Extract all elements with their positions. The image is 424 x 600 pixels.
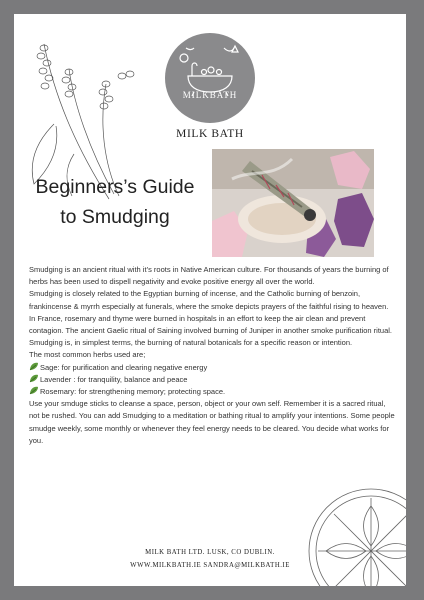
herb-item-lavender (29, 374, 395, 386)
citrus-slice-illustration (306, 486, 406, 586)
brand-name: MILK BATH (176, 128, 244, 140)
footer-address: MILK BATH LTD. LUSK, CO DUBLIN. (145, 549, 275, 556)
title-line-2: to Smudging (60, 206, 170, 228)
smudge-stick-crystals-photo (212, 149, 374, 257)
body-text (29, 264, 395, 447)
title-line-1: Beginners’s Guide (35, 176, 195, 198)
herb-text-rosemary: Rosemary: for strengthening memory; protecting space. (40, 387, 226, 397)
herb-leaf-icon (29, 374, 39, 383)
paragraph-1: Smudging is an ancient ritual with it’s roots in Native American culture. For thousands of years the burning of herbs has been used to dispell negativity and evoke positive energy all over the world. (29, 265, 389, 287)
herb-text-lavender: Lavender : for tranquility, balance and peace (40, 374, 188, 384)
herb-item-rosemary (29, 386, 395, 398)
herb-text-sage: Sage: for purification and clearing negative energy (40, 362, 208, 372)
milk-bath-logo (164, 32, 256, 124)
paragraph-3: In France, rosemary and thyme were burned in hospitals in an effort to keep the air clean and prevent contagion. The ancient Gaelic ritual of Saining involved burning of Juniper in another smoke purification ritual. (29, 313, 392, 336)
paragraph-5: The most common herbs used are; (29, 350, 146, 360)
document-page (14, 14, 406, 586)
closing-paragraph: Use your smduge sticks to cleanse a space, person, object or your own self. Remember it is a sacred ritual, not be rushed. You can add Smudging to a meditation or bathing ritual to amplify your intentions. Some people smudge weekly, some monthly or whenever they feel energy needs to be cleared. You decide what works for you. (29, 399, 395, 445)
paragraph-2: Smudging is closely related to the Egyptian burning of incense, and the Catholic burning of benzoin, frankincense & myrrh especially at funerals, where the smoke depicts prayers of the faithful rising to heaven. (29, 289, 389, 311)
footer-contact: WWW.MILKBATH.IE SANDRA@MILKBATH.IE (130, 562, 290, 569)
paragraph-4: Smudging is, in simplest terms, the burning of natural botanicals for a specific reason or intention. (29, 338, 353, 348)
herb-leaf-icon (29, 362, 39, 371)
herb-leaf-icon (29, 386, 39, 395)
herb-item-sage (29, 362, 395, 374)
logo-wordmark: MILKBATH (182, 90, 238, 100)
page-title (20, 172, 210, 232)
